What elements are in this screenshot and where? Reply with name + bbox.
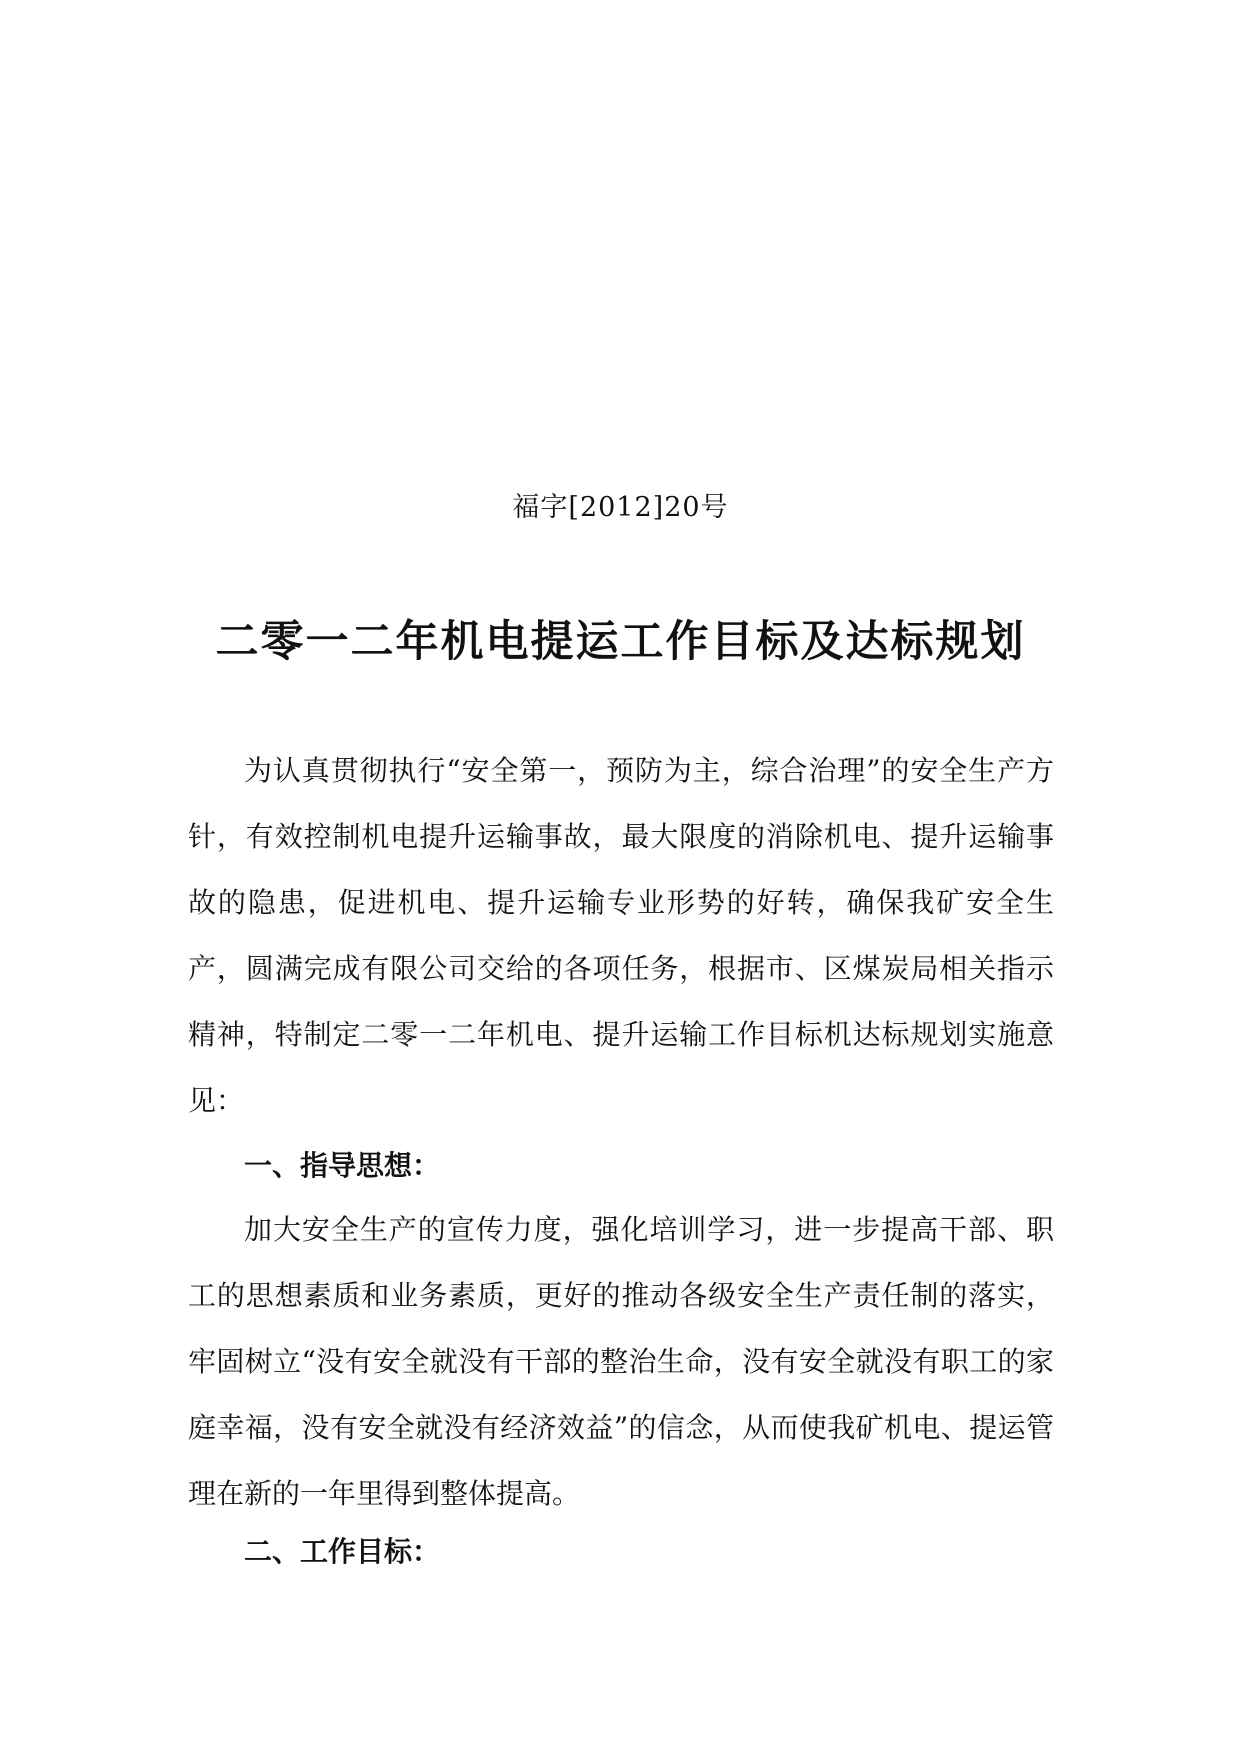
document-title: 二零一二年机电提运工作目标及达标规划 (215, 617, 1026, 667)
section-paragraph-guiding-ideology: 加大安全生产的宣传力度，强化培训学习，进一步提高干部、职工的思想素质和业务素质，更好的推动各级安全生产责任制的落实，牢固树立“没有安全就没有干部的整治生命，没有安全就没有职工的家庭幸福，没有安全就没有经济效益”的信念，从而使我矿机电、提运管理在新的一年里得到整体提高。 (188, 1213, 1054, 1510)
intro-paragraph: 为认真贯彻执行“安全第一，预防为主，综合治理”的安全生产方针，有效控制机电提升运输事故，最大限度的消除机电、提升运输事故的隐患，促进机电、提升运输专业形势的好转，确保我矿安全生产，圆满完成有限公司交给的各项任务，根据市、区煤炭局相关指示精神，特制定二零一二年机电、提升运输工作目标机达标规划实施意见： (188, 754, 1054, 1117)
section-heading-work-goals: 二、工作目标： (244, 1535, 441, 1568)
section-heading-guiding-ideology: 一、指导思想： (244, 1149, 441, 1182)
document-number: 福字[2012]20号 (512, 492, 729, 523)
